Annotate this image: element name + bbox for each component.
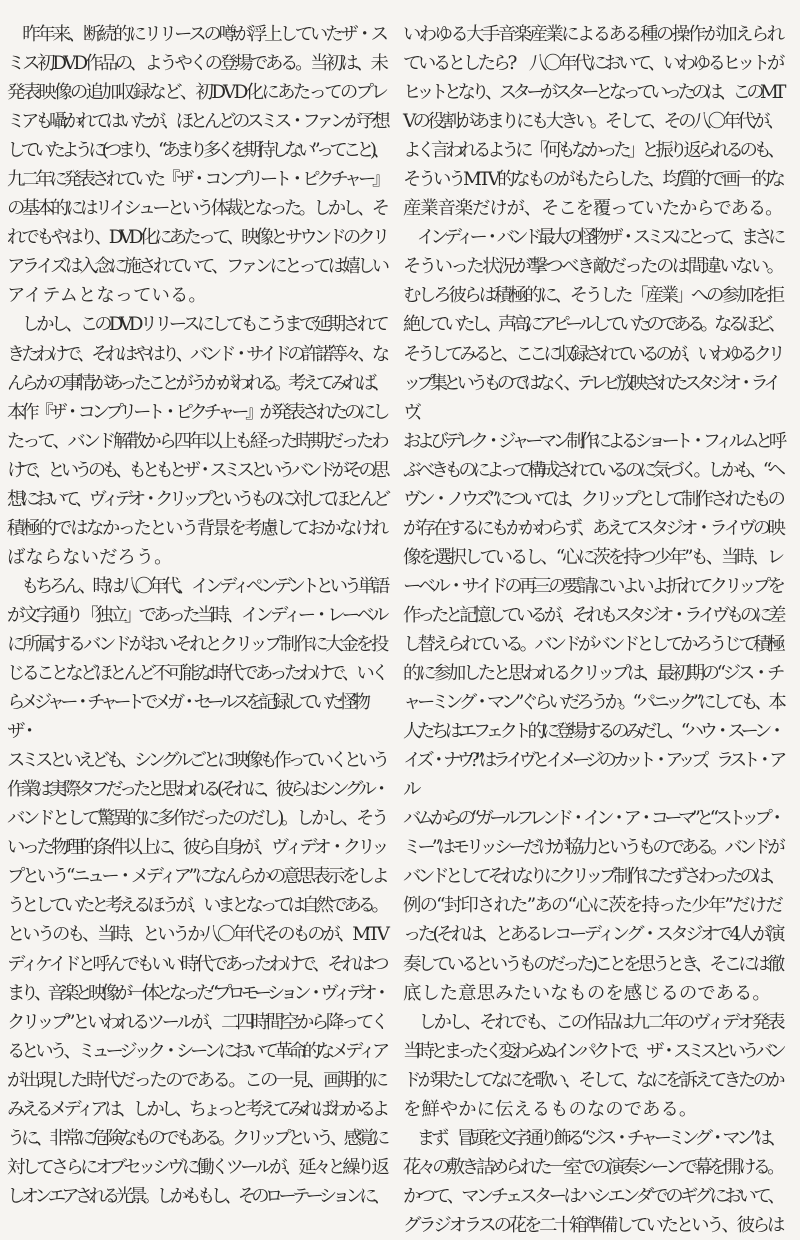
text-line: れでもやはり、DVD化にあたって、映像とサウンドのクリ bbox=[7, 227, 387, 249]
text-line: アイテムとなっている。 bbox=[7, 285, 207, 307]
text-line: バンドとしてそれなりにクリップ制作にたずさわったのは、 bbox=[403, 866, 782, 888]
text-line: ヴン・ノウズ”については、クリップとして制作されたもの bbox=[403, 488, 782, 510]
text-line: 作ったと記憶しているが、それもスタジオ・ライヴものに差 bbox=[403, 604, 783, 626]
text-line: が出現した時代だったのである。この一見、画期的に bbox=[7, 1069, 387, 1091]
text-line: 当時とまったく変わらぬインパクトで、ザ・スミスというバン bbox=[403, 1040, 783, 1062]
article-column-left bbox=[7, 20, 387, 1211]
text-line: イズ・ナウ?”はライヴとイメージのカット・アップ、ラスト・アル bbox=[403, 750, 783, 801]
text-line: ミス初DVD作品の、ようやくの登場である。当初は、未 bbox=[7, 53, 386, 75]
text-line: 底した意思みたいなものを感じるのである。 bbox=[403, 982, 771, 1004]
text-line: ミアも囁かれてはいたが、ほとんどのスミス・ファンが予想 bbox=[7, 111, 387, 133]
text-line: そうしてみると、ここに収録されているのが、いわゆるクリ bbox=[403, 343, 782, 365]
text-line: 例の“封印された”あの“心に茨を持った少年”だけだ bbox=[403, 895, 782, 917]
text-line: 的に参加したと思われるクリップは、最初期の“ジス・チ bbox=[403, 663, 782, 685]
text-line: 想において、ヴィデオ・クリップというものに対してほとんど bbox=[7, 488, 387, 510]
text-line: みえるメディアは、しかし、ちょっと考えてみればわかるよ bbox=[7, 1098, 386, 1120]
text-line: クリップ”といわれるツールが、二四時間空から降ってく bbox=[7, 1011, 386, 1033]
text-line: しかし、このDVDリリースにしてもこうまで延期されて bbox=[7, 314, 386, 336]
text-line: 対してさらにオブセッシヴに働くツールが、延々と繰り返 bbox=[7, 1156, 387, 1178]
text-line: ディケイドと呼んでもいい時代であったわけで、それはつ bbox=[7, 953, 386, 975]
text-line: しかし、それでも、この作品は九二年のヴィデオ発表 bbox=[403, 1011, 783, 1033]
text-line: 昨年来、断続的にリリースの噂が浮上していたザ・ス bbox=[7, 24, 386, 45]
text-line: 発表映像の追加収録など、初DVD化にあたってのプレ bbox=[7, 82, 387, 104]
text-line: った(それは、とあるレコーディング・スタジオで4人が演 bbox=[403, 924, 782, 946]
text-line: そういうMTV的なものがもたらした、均質的で画一的な bbox=[403, 169, 783, 191]
text-line: かつて、マンチェスターはハシエンダでのギグにおいて、 bbox=[403, 1185, 783, 1207]
text-line: 花々の敷き詰められた一室での演奏シーンで幕を開ける。 bbox=[403, 1156, 782, 1178]
text-line: 作業は実際タフだったと思われる(それに、彼らはシングル・ bbox=[7, 779, 387, 801]
text-line: アライズは入念に施されていて、ファンにとっては嬉しい bbox=[7, 256, 387, 278]
text-line: プという“ニュー・メディア”になんらかの意思表示をしよ bbox=[7, 866, 387, 888]
text-line: そういった状況が撃つべき敵だったのは間違いない。 bbox=[403, 256, 783, 278]
text-line: もちろん、時は八〇年代、インディペンデントという単語 bbox=[7, 575, 386, 597]
text-line: たって、バンド解散から四年以上も経った時期だったわ bbox=[7, 430, 387, 452]
text-line: ヒットとなり、スターがスターとなっていったのは、このMT bbox=[403, 82, 782, 104]
text-line: 産業音楽だけが、そこを覆っていたからである。 bbox=[403, 198, 783, 220]
text-line: しオンエアされる光景。しかももし、そのローテーションに、 bbox=[7, 1185, 387, 1207]
text-line: していたように(つまり、“あまり多くを期待しない”ってこと)、 bbox=[7, 140, 386, 162]
text-line: 人たちはエフェクト的に登場するのみだし、“ハウ・スーン・ bbox=[403, 721, 782, 743]
text-line: うに、非常に危険なものでもある。クリップという、感覚に bbox=[7, 1127, 386, 1149]
text-line: 像を選択しているし、“心に茨を持つ少年”も、当時、レ bbox=[403, 546, 783, 568]
text-line: ぶべきものによって構成されているのに気づく。しかも、“ヘ bbox=[403, 459, 782, 481]
text-line: ップ集というものではなく、テレビ放映されたスタジオ・ライヴ、 bbox=[403, 372, 777, 423]
text-line: 積極的ではなかったという背景を考慮しておかなけれ bbox=[7, 517, 387, 539]
text-line: 本作『ザ・コンプリート・ピクチャー』が発表されたのにし bbox=[7, 401, 387, 423]
text-line: 絶していたし、声高にアピールしていたのである。なるほど、 bbox=[403, 314, 782, 336]
text-line: およびデレク・ジャーマン制作によるショート・フィルムと呼 bbox=[403, 430, 783, 452]
text-line: いった物理的条件以上に、彼ら自身が、ヴィデオ・クリッ bbox=[7, 837, 386, 859]
text-line: けで、というのも、もともとザ・スミスというバンドがその思 bbox=[7, 459, 386, 481]
text-line: というのも、当時、というか八〇年代そのものが、MTV bbox=[7, 924, 387, 946]
text-line: インディー・バンド最大の怪物ザ・スミスにとって、まさに bbox=[403, 227, 782, 249]
text-line: いわゆる大手音楽産業によるある種の操作が加えられ bbox=[403, 24, 783, 45]
text-line: に所属するバンドがおいそれとクリップ制作に大金を投 bbox=[7, 633, 387, 655]
text-line: を鮮やかに伝えるものなのである。 bbox=[403, 1098, 698, 1120]
text-line: うとしていたと考えるほうが、いまとなっては自然である。 bbox=[7, 895, 386, 917]
text-line: 九二年に発表されていた『ザ・コンプリート・ピクチャー』 bbox=[7, 169, 387, 191]
text-line: Vの役割があまりにも大きい。そして、その八〇年代が、 bbox=[403, 111, 782, 133]
text-line: の基本的にはリイシューという体裁となった。しかし、そ bbox=[7, 198, 387, 220]
text-line: きたわけで、それはやはり、バンド・サイドの許諾等々、な bbox=[7, 343, 386, 365]
text-line: るという、ミュージック・シーンにおいて革命的なメディア bbox=[7, 1040, 386, 1062]
text-line: が文字通り「独立」であった当時、インディー・レーベル bbox=[7, 604, 386, 626]
text-line: んらかの事情があったことがうかがわれる。考えてみれば、 bbox=[7, 372, 387, 394]
text-line: バムからの“ガールフレンド・イン・ア・コーマ”と“ストップ・ bbox=[403, 808, 782, 830]
text-line: ーベル・サイドの再三の要請にいよいよ折れてクリップを bbox=[403, 575, 783, 597]
text-line: ドが果たしてなにを歌い、そして、なにを訴えてきたのか bbox=[403, 1069, 782, 1091]
text-line: じることなどほとんど不可能な時代であったわけで、いく bbox=[7, 663, 386, 685]
text-line: ばならないだろう。 bbox=[7, 546, 173, 568]
text-line: よく言われるように「何もなかった」と振り返られるのも、 bbox=[403, 140, 782, 162]
text-line: が存在するにもかかわらず、あえてスタジオ・ライヴの映 bbox=[403, 517, 783, 539]
article-column-right bbox=[403, 20, 783, 1240]
text-line: まり、音楽と映像が一体となった“プロモーション・ヴィデオ・ bbox=[7, 982, 387, 1004]
text-line: ャーミング・マン”ぐらいだろうか。“パニック”にしても、本 bbox=[403, 692, 783, 714]
text-line: し替えられている。バンドがバンドとしてかろうじて積極 bbox=[403, 633, 783, 655]
text-line: 奏しているというものだった)ことを思うとき、そこには徹 bbox=[403, 953, 782, 975]
text-line: まず、冒頭を文字通り飾る“ジス・チャーミング・マン”は、 bbox=[403, 1127, 783, 1149]
text-line: むしろ彼らは積極的に、そうした「産業」への参加を拒 bbox=[403, 285, 782, 307]
text-line: ているとしたら? 八〇年代において、いわゆるヒットが bbox=[403, 53, 782, 75]
text-line: らメジャー・チャートでメガ・セールスを記録していた怪物ザ・ bbox=[7, 692, 366, 743]
text-line: グラジオラスの花を二十箱準備していたという、彼らは bbox=[403, 1214, 783, 1236]
text-line: スミスといえども、シングルごとに映像も作っていくという bbox=[7, 750, 387, 772]
text-line: バンドとして驚異的に多作だったのだし)。しかし、そう bbox=[7, 808, 387, 830]
text-line: ミー”はモリッシーだけが協力というものである。バンドが bbox=[403, 837, 782, 859]
